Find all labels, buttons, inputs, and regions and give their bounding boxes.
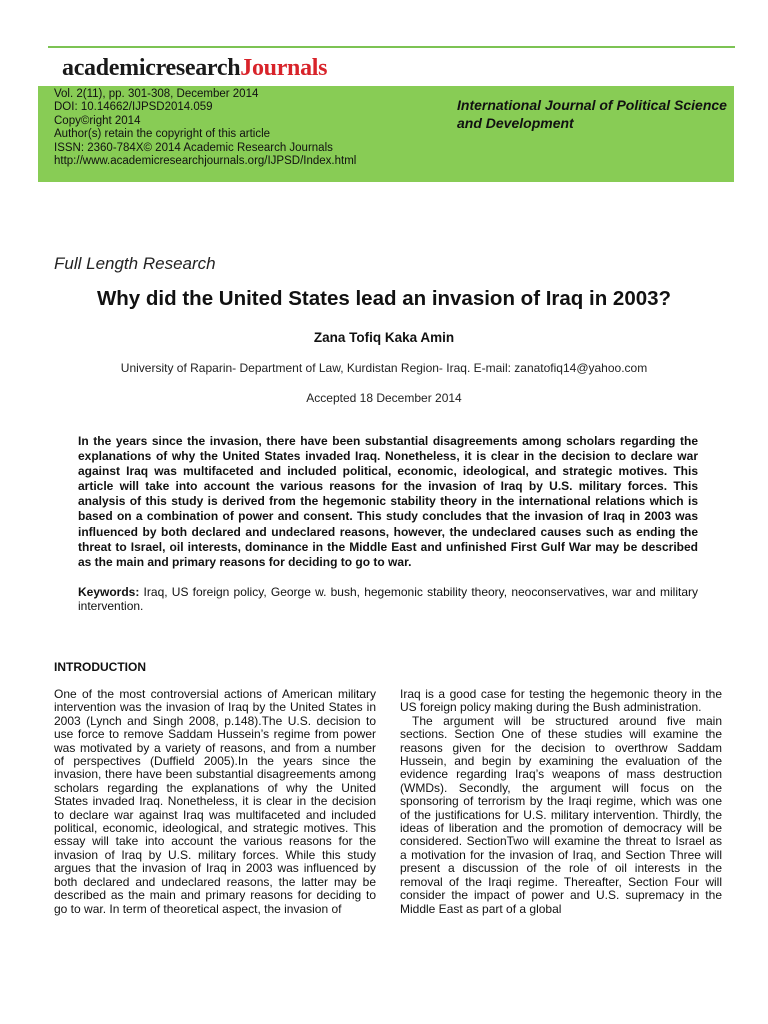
body-column-left: [54, 688, 376, 916]
publisher-logo: [62, 54, 327, 82]
meta-volume: Vol. 2(11), pp. 301-308, December 2014: [54, 88, 259, 100]
author-name: Zana Tofiq Kaka Amin: [313, 330, 455, 345]
meta-doi: DOI: 10.14662/IJPSD2014.059: [54, 101, 213, 114]
keywords: [78, 585, 698, 614]
body-column-right: [400, 688, 722, 916]
keywords-list: Iraq, US foreign policy, George w. bush, hegemonic stability theory, neoconservatives, war and military intervention.: [78, 585, 698, 614]
keywords-label: Keywords:: [78, 585, 140, 599]
meta-copyright: Copy©right 2014: [54, 114, 141, 127]
publisher-logo-part2: Journals: [240, 55, 328, 81]
meta-rights: Author(s) retain the copyright of this article: [54, 128, 271, 141]
journal-name: International Journal of Political Science and Development: [457, 97, 727, 131]
meta-issn: ISSN: 2360-784X© 2014 Academic Research Journals: [54, 141, 333, 154]
introduction-heading: INTRODUCTION: [54, 660, 146, 674]
header-rule: [48, 46, 735, 48]
author-affiliation: University of Raparin- Department of Law, Kurdistan Region- Iraq. E-mail: zanatofiq14@yahoo.com: [120, 361, 648, 375]
body-paragraph: The argument will be structured around five main sections. Section One of these studies will examine the reasons given for the decision to overthrow Saddam Hussein, and begin by examining the evaluation of the evidence regarding Iraq’s weapons of mass destruction (WMDs). Secondly, the argument will focus on the sponsoring of terrorism by the Iraqi regime, which was one of the justifications for U.S. military intervention. Thirdly, the ideas of liberation and the promotion of democracy will be considered. SectionTwo will examine the threat to Israel as a motivation for the invasion of Iraq, and Section Three will present a discussion of the role of oil interests in the removal of the Iraqi regime. Thereafter, Section Four will consider the impact of power and U.S. supremacy in the Middle East as part of a global: [400, 713, 722, 916]
body-paragraph: One of the most controversial actions of American military intervention was the invasion of Iraq by the United States in 2003 (Lynch and Singh 2008, p.148).The U.S. decision to use force to remove Saddam Hussein’s regime from power was motivated by a variety of reasons, and from a number of perspectives (Duffield 2005).In the years since the invasion, there have been substantial disagreements among scholars regarding the explanations of why the United States invaded Iraq. Nonetheless, it is clear in the decision to declare war against Iraq was multifaceted and included political, economic, ideological, and strategic motives. This essay will take into account the various reasons for the invasion of Iraq by U.S. military forces. While this study argues that the invasion of Iraq in 2003 was influenced by both declared and undeclared reasons, the latter may be described as the main and primary reasons for deciding to go to war. In term of theoretical aspect, the invasion of: [54, 687, 376, 916]
publisher-logo-part1: academicresearch: [62, 55, 241, 81]
accepted-date: Accepted 18 December 2014: [306, 391, 462, 405]
paper-title: Why did the United States lead an invasion of Iraq in 2003?: [96, 287, 672, 310]
meta-url[interactable]: http://www.academicresearchjournals.org/IJPSD/Index.html: [54, 155, 357, 168]
abstract: In the years since the invasion, there have been substantial disagreements among scholars regarding the explanations of why the United States invaded Iraq. Nonetheless, it is clear in the decision to declare war against Iraq was multifaceted and included political, economic, ideological, and strategic motives. This article will take into account the various reasons for the invasion of Iraq by U.S. military forces. This analysis of this study is derived from the hegemonic stability theory in the international relations which is based on a combination of power and consent. This study concludes that the invasion of Iraq in 2003 was influenced by both declared and undeclared reasons, however, the undeclared causes such as ending the threat to Israel, oil interests, dominance in the Middle East and unfinished First Gulf War may be described as the main and primary reasons for deciding to go to war.: [78, 434, 698, 569]
body-paragraph: Iraq is a good case for testing the hegemonic theory in the US foreign policy making during the Bush administration.: [400, 687, 722, 715]
section-type: Full Length Research: [54, 254, 216, 273]
article-metadata: [54, 88, 434, 168]
